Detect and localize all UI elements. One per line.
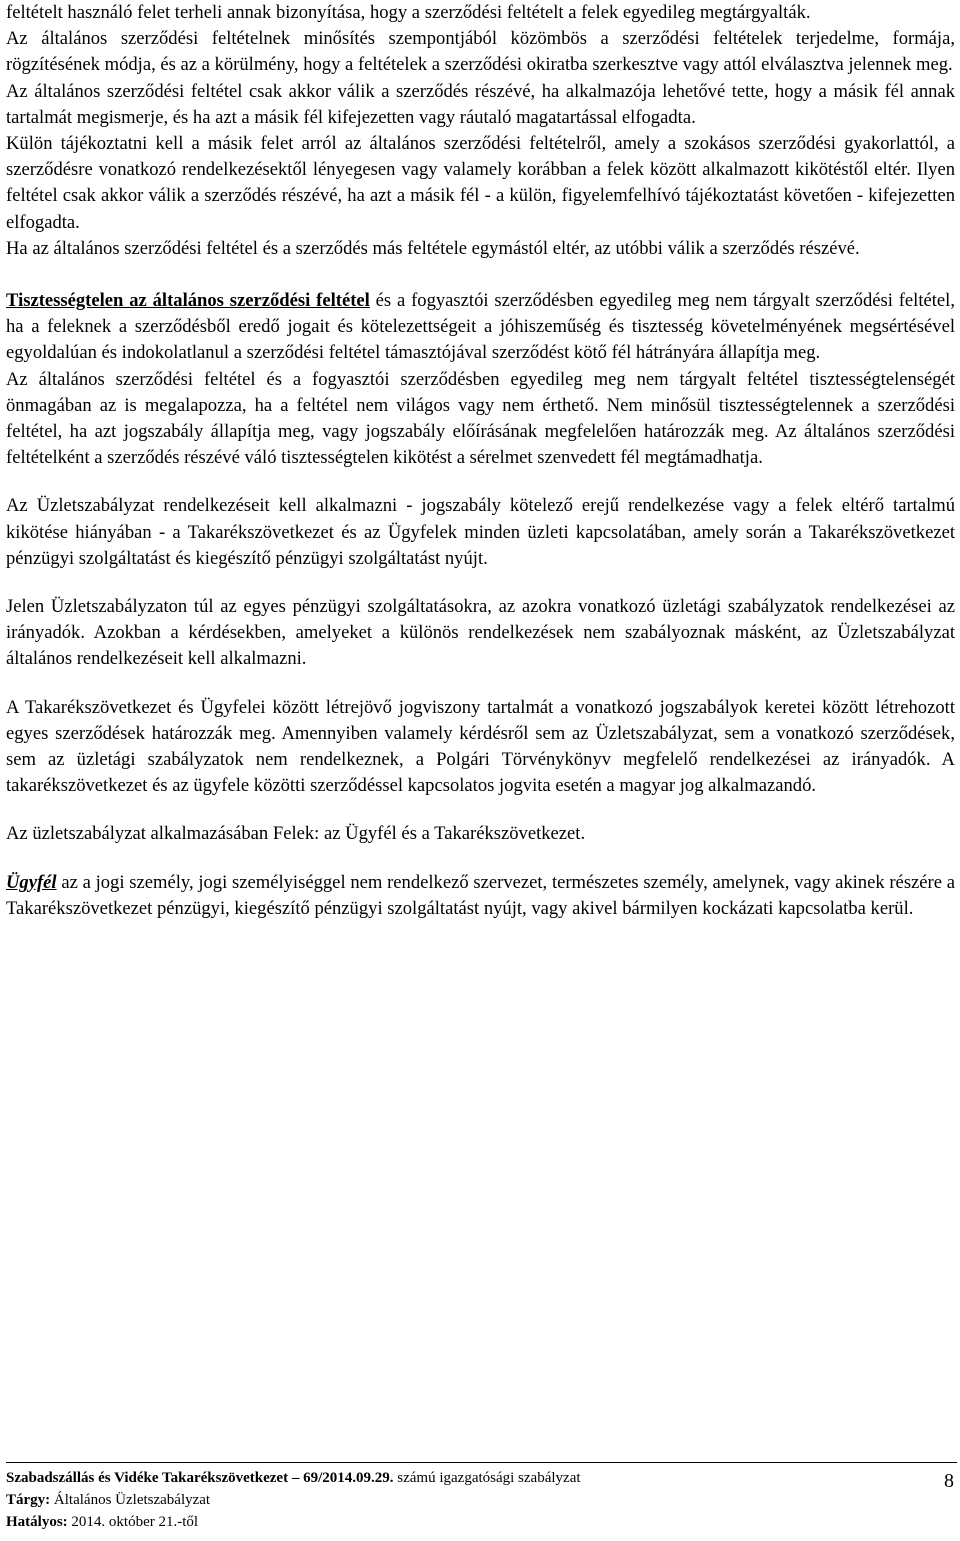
paragraph: Az Üzletszabályzat rendelkezéseit kell alkalmazni - jogszabály kötelező erejű rendelkezése vagy a felek eltérő tartalmú kikötése hiányában - a Takarékszövetkezet és az Ügyfelek minden üzleti kapcsolatában, amely során a Takarékszövetkezet pénzügyi szolgáltatást és kiegészítő pénzügyi szolgáltatást nyújt. <box>6 495 955 569</box>
paragraph: Az általános szerződési feltételnek minősítés szempontjából közömbös a szerződési feltételek terjedelme, formája, rögzítésének módja, és az a körülmény, hogy a feltételek a szerződési okiratba szerkesztve vagy attól elválasztva jelennek meg. <box>6 28 955 76</box>
footer-effective-value: 2014. október 21.-től <box>67 1514 199 1530</box>
footer-subject-label: Tárgy: <box>6 1492 51 1508</box>
client-term-heading: Ügyfél <box>6 871 57 893</box>
paragraph: feltételt használó felet terheli annak bizonyítása, hogy a szerződési feltételt a felek egyedileg megtárgyalták. <box>6 2 811 23</box>
paragraph: Külön tájékoztatni kell a másik felet arról az általános szerződési feltételről, amely a szokásos szerződési gyakorlattól, a szerződésre vonatkozó rendelkezésektől lényegesen vagy valamely korábban a felek között alkalmazott kikötéstől eltér. Ilyen feltétel csak akkor válik a szerződés részévé, ha azt a másik fél - a külön, figyelemfelhívó tájékoztatást követően - kifejezetten elfogadta. <box>6 133 955 233</box>
unfair-term-definition <box>6 288 955 367</box>
footer-line-org <box>6 1467 957 1489</box>
footer-effective-label: Hatályos: <box>6 1514 68 1530</box>
page-footer <box>6 1467 957 1533</box>
client-definition <box>6 870 955 922</box>
footer-org-suffix: számú igazgatósági szabályzat <box>393 1470 581 1486</box>
footer-line-effective <box>6 1511 957 1533</box>
paragraph: A Takarékszövetkezet és Ügyfelei között létrejövő jogviszony tartalmát a vonatkozó jogszabályok keretei között létrehozott egyes szerződések határozzák meg. Amennyiben valamely kérdésről sem az Üzletszabályzat, sem a vonatkozó szerződések, sem az üzletági szabályzatok nem rendelkeznek, a Polgári Törvénykönyv megfelelő rendelkezései az irányadók. A takarékszövetkezet és az ügyfele közötti szerződéssel kapcsolatos jogvita esetén a magyar jog alkalmazandó. <box>6 696 955 797</box>
paragraph: Jelen Üzletszabályzaton túl az egyes pénzügyi szolgáltatásokra, az azokra vonatkozó üzletági szabályzatok rendelkezései az irányadók. Azokban a kérdésekben, amelyeket a különös rendelkezések nem szabályoznak másként, az Üzletszabályzat általános rendelkezéseit kell alkalmazni. <box>6 596 955 670</box>
document-body <box>6 0 955 922</box>
footer-divider <box>6 1462 957 1463</box>
client-term-text: az a jogi személy, jogi személyiséggel nem rendelkező szervezet, természetes személy, amelynek, vagy akinek részére a Takarékszövetkezet pénzügyi, kiegészítő pénzügyi szolgáltatást nyújt, vagy akivel bármilyen kockázati kapcsolatba kerül. <box>6 871 955 919</box>
unfair-term-heading: Tisztességtelen az általános szerződési feltétel <box>6 290 370 312</box>
paragraph: Az általános szerződési feltétel és a fogyasztói szerződésben egyedileg meg nem tárgyalt feltétel tisztességtelenségét önmagában az is megalapozza, ha a feltétel nem világos vagy nem érthető. Nem minősül tisztességtelennek a szerződési feltétel, ha azt jogszabály állapítja meg, vagy jogszabály előírásának megfelelően határozzák meg. Az általános szerződési feltételként a szerződés részévé váló tisztességtelen kikötést a sérelmet szenvedett fél megtámadhatja. <box>6 368 955 469</box>
paragraph: Ha az általános szerződési feltétel és a szerződés más feltétele egymástól eltér, az utóbbi válik a szerződés részévé. <box>6 237 860 259</box>
footer-line-subject <box>6 1489 957 1511</box>
footer-org: Szabadszállás és Vidéke Takarékszövetkezet – 69/2014.09.29. <box>6 1470 394 1486</box>
paragraph: Az általános szerződési feltétel csak akkor válik a szerződés részévé, ha alkalmazója lehetővé tette, hogy a másik fél annak tartalmát megismerje, és ha azt a másik fél kifejezetten vagy ráutaló magatartással elfogadta. <box>6 80 955 128</box>
paragraph: Az üzletszabályzat alkalmazásában Felek: az Ügyfél és a Takarékszövetkezet. <box>6 823 586 845</box>
page-number: 8 <box>944 1470 954 1492</box>
unfair-term-text: és a fogyasztói szerződésben egyedileg meg nem tárgyalt szerződési feltétel, ha a feleknek a szerződésből eredő jogait és kötelezettségeit a jóhiszeműség és tisztesség követelményének megsértésével egyoldalúan és indokolatlanul a szerződési feltétel támasztójával szerződést kötő fél hátrányára állapítja meg. <box>6 290 956 364</box>
footer-subject-value: Általános Üzletszabályzat <box>50 1492 211 1508</box>
